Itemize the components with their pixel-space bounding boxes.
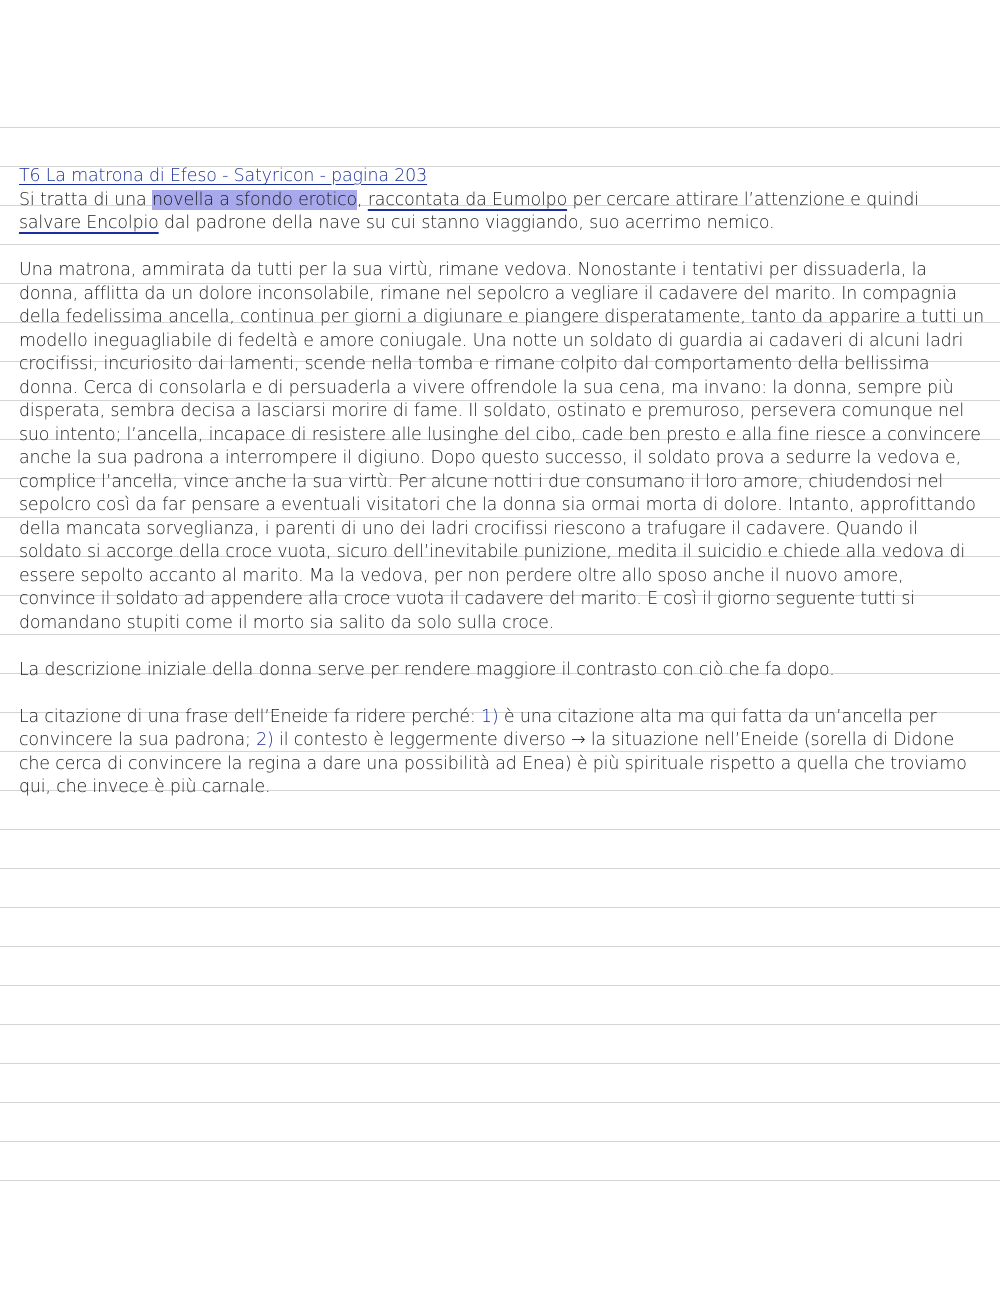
ruled-line [0, 1141, 1000, 1142]
citation-paragraph [19, 706, 984, 800]
underlined-phrase: salvare Encolpio [19, 213, 159, 233]
list-number: 2) [256, 730, 274, 750]
paragraph-spacer [19, 682, 984, 706]
paragraph-spacer [19, 236, 984, 260]
ruled-line [0, 1024, 1000, 1025]
paragraph-spacer [19, 635, 984, 659]
highlighted-phrase: novella a sfondo erotico [151, 189, 358, 210]
ruled-line [0, 907, 1000, 908]
title-link[interactable]: T6 La matrona di Efeso - Satyricon - pagina 203 [19, 166, 428, 186]
intro-text: Si tratta di una [19, 189, 152, 210]
ruled-line [0, 985, 1000, 986]
intro-text: , [357, 189, 368, 210]
note-title [19, 165, 984, 189]
intro-text: per cercare attirare l’attenzione e quindi [567, 189, 919, 210]
list-number: 1) [480, 706, 499, 727]
description-note: La descrizione iniziale della donna serve per rendere maggiore il contrasto con ciò che fa dopo. [19, 659, 835, 680]
ruled-line [0, 946, 1000, 947]
ruled-line [0, 1180, 1000, 1181]
citation-text: è una citazione alta ma qui fatta da un’ancella per convincere la sua padrona; [19, 706, 937, 750]
note-body [19, 165, 984, 800]
citation-text: il contesto è leggermente diverso → la situazione nell’Eneide (sorella di Didone che cerca di convincere la regina a dare una possibilità ad Enea) è più spirituale rispetto a quella che troviamo qui, che invece è più carnale. [19, 730, 967, 797]
ruled-line [0, 829, 1000, 830]
intro-paragraph [19, 189, 984, 236]
ruled-line [0, 1063, 1000, 1064]
underlined-phrase: raccontata da Eumolpo [367, 189, 568, 210]
citation-text: La citazione di una frase dell’Eneide fa ridere perché: [19, 706, 481, 727]
ruled-line [0, 127, 1000, 128]
intro-text: dal padrone della nave su cui stanno viaggiando, suo acerrimo nemico. [158, 213, 775, 233]
summary-paragraph: Una matrona, ammirata da tutti per la sua virtù, rimane vedova. Nonostante i tentativi per dissuaderla, la donna, afflitta da un dolore inconsolabile, rimane nel sepolcro a vegliare il cadavere del marito. In compagnia della fedelissima ancella, continua per giorni a digiunare e piangere disperatamente, tanto da apparire a tutti un modello ineguagliabile di fedeltà e amore coniugale. Una notte un soldato di guardia ai cadaveri di alcuni ladri crocifissi, incuriosito dai lamenti, scende nella tomba e rimane colpito dal comportamento della bellissima donna. Cerca di consolarla e di persuaderla a vivere offrendole la sua cena, ma invano: la donna, sempre più disperata, sembra decisa a lasciarsi morire di fame. Il soldato, ostinato e premuroso, persevera comunque nel suo intento; l’ancella, incapace di resistere alle lusinghe del cibo, cade ben presto e alla fine riesce a convincere anche la sua padrona a interrompere il digiuno. Dopo questo successo, il soldato prova a sedurre la vedova e, complice l’ancella, vince anche la sua virtù. Per alcune notti i due consumano il loro amore, chiudendosi nel sepolcro così da far pensare a eventuali visitatori che la donna sia ormai morta di dolore. Intanto, approfittando della mancata sorveglianza, i parenti di uno dei ladri crocifissi riescono a trafugare il cadavere. Quando il soldato si accorge della croce vuota, sicuro dell’inevitabile punizione, medita il suicidio e chiede alla vedova di essere sepolto accanto al marito. Ma la vedova, per non perdere oltre allo sposo anche il nuovo amore, convince il soldato ad appendere alla croce vuota il cadavere del marito. E così il giorno seguente tutti si domandano stupiti come il morto sia salito da solo sulla croce. [19, 260, 985, 633]
ruled-line [0, 1102, 1000, 1103]
ruled-line [0, 868, 1000, 869]
